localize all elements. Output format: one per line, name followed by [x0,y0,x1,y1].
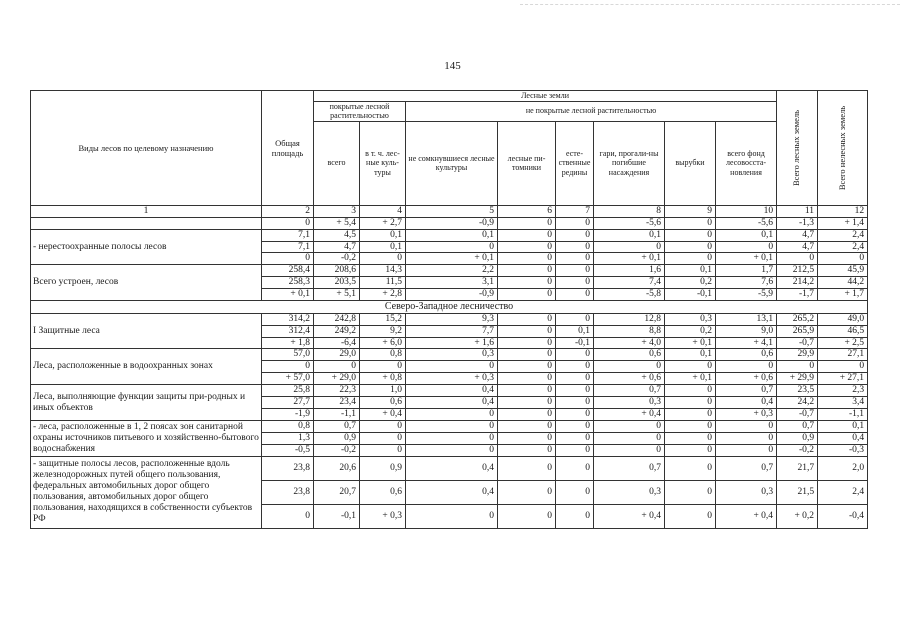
table-cell: 0 [818,361,868,373]
table-cell: 0 [498,217,556,229]
table-cell: 0 [556,409,594,421]
table-cell: 0,6 [594,349,665,361]
table-cell: 0 [665,504,716,528]
table-cell: + 0,4 [594,504,665,528]
table-cell: -1,1 [818,409,868,421]
table-cell: -0,1 [314,504,360,528]
table-cell: 0 [498,480,556,504]
header-not-covered: не покрытые лесной растительностью [406,101,777,121]
table-cell: 0 [360,420,406,432]
table-cell: 0 [594,444,665,456]
page-number: 145 [444,60,461,72]
table-cell: 0 [406,444,498,456]
table-cell: 2,3 [818,385,868,397]
table-cell: 2,4 [818,480,868,504]
table-cell: 0 [665,444,716,456]
table-cell: 14,3 [360,265,406,277]
table-cell: 12,8 [594,313,665,325]
table-cell: 0 [556,313,594,325]
table-cell: 0 [556,385,594,397]
table-cell: 25,8 [262,385,314,397]
table-cell: -5,6 [716,217,777,229]
column-number: 11 [777,205,818,217]
row-label: Леса, выполняющие функции защиты при-родных и иных объектов [31,385,262,421]
table-cell: 0,2 [665,277,716,289]
table-cell: + 0,1 [594,253,665,265]
table-cell: 0 [556,444,594,456]
table-cell: 7,6 [716,277,777,289]
table-cell: 0 [498,432,556,444]
table-cell: -0,9 [406,217,498,229]
table-cell: 314,2 [262,313,314,325]
table-cell: + 0,1 [716,253,777,265]
table-cell: 2,4 [818,241,868,253]
table-cell: 0,7 [716,385,777,397]
table-cell: 0,4 [406,397,498,409]
table-cell: -0,2 [777,444,818,456]
table-cell: 0,1 [556,325,594,337]
table-cell: 0,8 [262,420,314,432]
table-cell: + 0,3 [360,504,406,528]
table-cell: 0,3 [406,349,498,361]
table-cell: 0 [556,504,594,528]
table-cell: 0 [665,397,716,409]
table-cell: 3,1 [406,277,498,289]
table-cell: + 2,8 [360,289,406,301]
table-cell: -1,7 [777,289,818,301]
table-cell: 1,6 [594,265,665,277]
row-label: Всего устроен, лесов [31,265,262,301]
row-label [31,217,262,229]
table-cell: 0,6 [360,480,406,504]
table-cell: 0 [818,253,868,265]
table-body [31,217,868,528]
table-cell: 1,7 [716,265,777,277]
table-cell: + 4,0 [594,337,665,349]
table-cell: 0,8 [360,349,406,361]
table-cell: 0,1 [360,241,406,253]
table-cell: + 0,3 [716,409,777,421]
table-cell: 15,2 [360,313,406,325]
table-cell: + 0,1 [665,373,716,385]
table-cell: 0 [262,253,314,265]
table-cell: 0,1 [665,265,716,277]
table-cell: 0 [262,217,314,229]
table-cell: 0 [262,361,314,373]
table-cell: + 27,1 [818,373,868,385]
table-row [31,313,868,325]
table-cell: 0 [556,373,594,385]
table-cell: 0,7 [314,420,360,432]
table-cell: + 0,1 [406,253,498,265]
table-cell: 0,1 [818,420,868,432]
table-cell: 0 [498,397,556,409]
table-cell: -6,4 [314,337,360,349]
table-cell: 0 [665,480,716,504]
header-burnt-areas: гари, прогали-ны погибшие насаждения [594,121,665,205]
table-cell: 0,4 [406,456,498,480]
table-cell: 0 [556,456,594,480]
table-cell: 13,1 [716,313,777,325]
table-cell: 203,5 [314,277,360,289]
row-label: - леса, расположенные в 1, 2 поясах зон санитарной охраны источников питьевого и хозяйственно-бытового водоснабжения [31,420,262,456]
table-cell: 0 [406,241,498,253]
table-cell: 4,7 [314,241,360,253]
table-cell: 0 [594,361,665,373]
column-number: 5 [406,205,498,217]
table-cell: 0 [498,504,556,528]
column-number-row [31,205,868,217]
table-cell: 0,7 [777,420,818,432]
table-cell: 0 [498,325,556,337]
table-cell: 0 [556,480,594,504]
table-cell: + 0,8 [360,373,406,385]
table-cell: 265,9 [777,325,818,337]
header-forest-lands: Лесные земли [314,91,777,102]
table-cell: + 5,1 [314,289,360,301]
table-row [31,456,868,480]
header-natural-sparse: есте-ственные редины [556,121,594,205]
table-cell: 0,7 [594,456,665,480]
table-cell: + 2,7 [360,217,406,229]
table-cell: 0 [556,397,594,409]
table-cell: 0 [360,361,406,373]
table-cell: 0,1 [716,229,777,241]
table-cell: 0,3 [594,480,665,504]
table-cell: 0 [314,361,360,373]
table-cell: 7,1 [262,241,314,253]
table-cell: 0 [665,456,716,480]
table-cell: 208,6 [314,265,360,277]
header-nurseries: лесные пи-томники [498,121,556,205]
table-cell: 265,2 [777,313,818,325]
table-cell: 0 [406,409,498,421]
header-total-nonforest-text: Всего нелесных земель [836,105,847,191]
table-cell: 0 [716,241,777,253]
table-cell: 0,1 [406,229,498,241]
table-cell: 0,4 [406,385,498,397]
table-cell: 1,0 [360,385,406,397]
table-cell: 21,5 [777,480,818,504]
table-cell: 0 [498,337,556,349]
table-cell: 57,0 [262,349,314,361]
table-row [31,217,868,229]
table-cell: 4,7 [777,229,818,241]
header-covered-cultures: в т. ч. лес-ные куль-туры [360,121,406,205]
table-cell: 0 [556,265,594,277]
table-cell: + 1,6 [406,337,498,349]
table-cell: 23,8 [262,480,314,504]
table-cell: 0 [498,229,556,241]
forest-land-table [30,90,868,529]
table-cell: 7,7 [406,325,498,337]
table-cell: 0 [498,265,556,277]
table-cell: 312,4 [262,325,314,337]
table-cell: -0,2 [314,253,360,265]
table-cell: 0 [716,420,777,432]
column-number: 3 [314,205,360,217]
table-header [31,91,868,218]
table-cell: 0 [594,241,665,253]
table-cell: 0 [498,277,556,289]
table-cell: 22,3 [314,385,360,397]
table-cell: 0 [665,432,716,444]
table-cell: + 0,4 [594,409,665,421]
table-cell: + 1,7 [818,289,868,301]
table-cell: 0 [360,432,406,444]
table-cell: 0,3 [716,480,777,504]
table-cell: + 0,4 [360,409,406,421]
table-cell: 2,0 [818,456,868,480]
table-row [31,349,868,361]
table-cell: 0 [498,444,556,456]
table-cell: 0 [716,432,777,444]
table-cell: 0 [665,217,716,229]
table-cell: 0 [498,385,556,397]
table-cell: 0,4 [818,432,868,444]
table-cell: -0,3 [818,444,868,456]
table-cell: -0,7 [777,337,818,349]
table-row [31,420,868,432]
table-cell: + 4,1 [716,337,777,349]
column-number: 1 [31,205,262,217]
table-cell: 11,5 [360,277,406,289]
table-cell: 20,6 [314,456,360,480]
table-cell: 0 [716,361,777,373]
table-cell: 0,3 [665,313,716,325]
header-total-forest-text: Всего лесных земель [791,109,802,186]
table-cell: 0 [360,444,406,456]
table-cell: 0 [406,361,498,373]
table-cell: 258,4 [262,265,314,277]
table-cell: + 29,0 [314,373,360,385]
header-covered-all: всего [314,121,360,205]
table-cell: 46,5 [818,325,868,337]
table-cell: -5,8 [594,289,665,301]
table-cell: + 57,0 [262,373,314,385]
table-cell: 0,6 [716,349,777,361]
table-cell: 0 [406,432,498,444]
table-cell: 20,7 [314,480,360,504]
table-row [31,265,868,277]
table-cell: + 0,6 [716,373,777,385]
table-cell: 0 [556,229,594,241]
table-cell: 23,4 [314,397,360,409]
table-cell: 27,7 [262,397,314,409]
column-number: 6 [498,205,556,217]
column-number: 9 [665,205,716,217]
table-cell: 44,2 [818,277,868,289]
table-cell: 0 [665,241,716,253]
table-cell: -5,9 [716,289,777,301]
table-cell: 0 [556,217,594,229]
column-number: 8 [594,205,665,217]
table-cell: 0 [498,409,556,421]
table-cell: 0 [594,420,665,432]
table-cell: + 0,1 [665,337,716,349]
table-cell: 0 [498,420,556,432]
table-cell: -0,5 [262,444,314,456]
table-cell: -1,3 [777,217,818,229]
table-cell: 0 [498,456,556,480]
row-label: - нерестоохранные полосы лесов [31,229,262,265]
table-cell: 0 [498,313,556,325]
table-cell: 29,0 [314,349,360,361]
table-cell: + 0,3 [406,373,498,385]
table-cell: 7,1 [262,229,314,241]
table-cell: -0,1 [665,289,716,301]
table-cell: 0 [556,241,594,253]
table-cell: 4,5 [314,229,360,241]
row-label: Леса, расположенные в водоохранных зонах [31,349,262,385]
table-cell: 0,1 [594,229,665,241]
table-cell: 212,5 [777,265,818,277]
header-reforestation-fund: всего фонд лесовосста-новления [716,121,777,205]
table-cell: 0,1 [360,229,406,241]
table-cell: 0 [777,361,818,373]
row-label: I Защитные леса [31,313,262,349]
table-cell: 0 [665,385,716,397]
table-cell: -1,1 [314,409,360,421]
table-cell: 0 [556,432,594,444]
table-cell: 49,0 [818,313,868,325]
table-cell: 9,0 [716,325,777,337]
table-row [31,385,868,397]
table-cell: 0 [498,349,556,361]
table-cell: + 0,4 [716,504,777,528]
table-cell: 0 [556,349,594,361]
table-cell: 0,4 [406,480,498,504]
header-total-area: Общая площадь [262,91,314,206]
column-number: 10 [716,205,777,217]
table-cell: 0 [716,444,777,456]
table-cell: -1,9 [262,409,314,421]
table-cell: 0 [498,361,556,373]
table-row [31,229,868,241]
table-cell: 0,7 [594,385,665,397]
table-cell: 0 [665,253,716,265]
table-cell: -0,7 [777,409,818,421]
table-cell: -5,6 [594,217,665,229]
table-cell: -0,1 [556,337,594,349]
column-number: 4 [360,205,406,217]
table-cell: 0 [665,361,716,373]
table-cell: 0,9 [360,456,406,480]
table-cell: 24,2 [777,397,818,409]
table-cell: 249,2 [314,325,360,337]
header-total-forest [777,91,818,206]
column-number: 2 [262,205,314,217]
table-cell: + 1,4 [818,217,868,229]
table-cell: 0,3 [594,397,665,409]
table-cell: 0 [665,409,716,421]
table-cell: 0 [498,373,556,385]
table-cell: 3,4 [818,397,868,409]
table-cell: + 0,1 [262,289,314,301]
table-cell: + 1,8 [262,337,314,349]
table-cell: 0 [777,253,818,265]
table-cell: 214,2 [777,277,818,289]
column-number: 7 [556,205,594,217]
table-cell: 0 [665,229,716,241]
table-cell: + 2,5 [818,337,868,349]
table-cell: 0 [556,253,594,265]
table-cell: 2,4 [818,229,868,241]
header-unclosed-cultures: не сомкнувшиеся лесные культуры [406,121,498,205]
header-cuttings: вырубки [665,121,716,205]
table-cell: 21,7 [777,456,818,480]
table-cell: 0,2 [665,325,716,337]
table-cell: 2,2 [406,265,498,277]
table-cell: 0 [556,289,594,301]
table-cell: 27,1 [818,349,868,361]
table-cell: 0,6 [360,397,406,409]
table-cell: 0 [498,241,556,253]
table-cell: 9,3 [406,313,498,325]
table-cell: 0 [360,253,406,265]
table-cell: 0,4 [716,397,777,409]
table-cell: 0 [556,420,594,432]
column-number: 12 [818,205,868,217]
table-cell: 7,4 [594,277,665,289]
table-cell: 0 [665,420,716,432]
table-cell: 0,7 [716,456,777,480]
row-label: - защитные полосы лесов, расположенные вдоль железнодорожных путей общего пользования, федеральных автомобильных дорог общего пользования, автомобильных дорог общего пользования, находящихся в собственности субъектов РФ [31,456,262,528]
table-cell: 0 [262,504,314,528]
table-cell: 0,9 [314,432,360,444]
table-cell: -0,4 [818,504,868,528]
scan-edge-line [520,4,900,5]
header-row-label: Виды лесов по целевому назначению [31,91,262,206]
table-cell: + 0,2 [777,504,818,528]
table-cell: 23,8 [262,456,314,480]
table-cell: 0 [556,277,594,289]
table-cell: + 29,9 [777,373,818,385]
table-cell: 0 [594,432,665,444]
section-row [31,301,868,314]
table-cell: 4,7 [777,241,818,253]
table-cell: 242,8 [314,313,360,325]
table-cell: 29,9 [777,349,818,361]
table-cell: 0 [406,420,498,432]
table-cell: 1,3 [262,432,314,444]
table-cell: -0,9 [406,289,498,301]
table-cell: 0 [498,253,556,265]
table-cell: 258,3 [262,277,314,289]
table-cell: 0 [556,361,594,373]
table-cell: 9,2 [360,325,406,337]
table-cell: 0,1 [665,349,716,361]
section-title: Северо-Западное лесничество [31,301,868,314]
table-cell: + 5,4 [314,217,360,229]
table-cell: 45,9 [818,265,868,277]
table-cell: -0,2 [314,444,360,456]
table-cell: 0,9 [777,432,818,444]
table-cell: + 0,6 [594,373,665,385]
table-cell: 0 [406,504,498,528]
table-cell: 23,5 [777,385,818,397]
table-cell: 8,8 [594,325,665,337]
header-total-nonforest [818,91,868,206]
table-cell: + 6,0 [360,337,406,349]
table-cell: 0 [498,289,556,301]
header-covered: покрытые лесной растительностью [314,101,406,121]
